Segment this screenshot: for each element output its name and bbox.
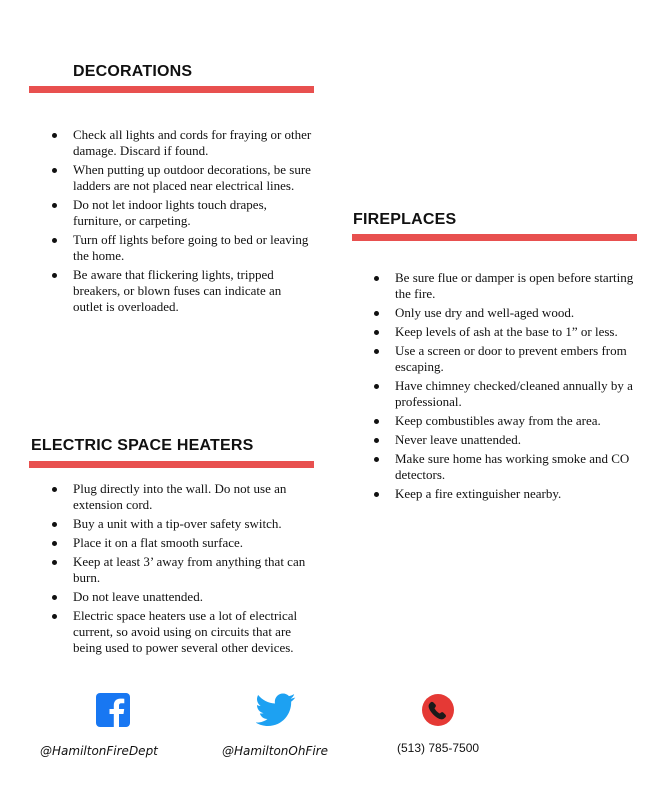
phone-number[interactable]: (513) 785-7500 [397, 741, 480, 755]
decorations-heading: DECORATIONS [73, 63, 193, 80]
list-item: Be sure flue or damper is open before starting the fire. [371, 270, 639, 302]
facebook-handle[interactable]: @HamiltonFireDept [40, 744, 158, 758]
list-item: Buy a unit with a tip-over safety switch. [49, 516, 317, 532]
list-item: Make sure home has working smoke and CO detectors. [371, 451, 639, 483]
list-item: Keep levels of ash at the base to 1” or less. [371, 324, 639, 340]
facebook-icon[interactable] [96, 693, 130, 727]
list-item: Do not leave unattended. [49, 589, 317, 605]
list-item: Never leave unattended. [371, 432, 639, 448]
list-item: Place it on a flat smooth surface. [49, 535, 317, 551]
list-item: Keep a fire extinguisher nearby. [371, 486, 639, 502]
list-item: Keep at least 3’ away from anything that can burn. [49, 554, 317, 586]
heaters-heading: ELECTRIC SPACE HEATERS [31, 437, 254, 454]
list-item: Plug directly into the wall. Do not use an extension cord. [49, 481, 317, 513]
decorations-list [49, 127, 314, 318]
phone-icon[interactable] [421, 693, 455, 727]
list-item: Use a screen or door to prevent embers from escaping. [371, 343, 639, 375]
list-item: Do not let indoor lights touch drapes, furniture, or carpeting. [49, 197, 314, 229]
decorations-divider [29, 86, 314, 93]
list-item: Be aware that flickering lights, tripped breakers, or blown fuses can indicate an outlet is overloaded. [49, 267, 314, 315]
twitter-handle[interactable]: @HamiltonOhFire [222, 744, 328, 758]
fireplaces-list [371, 270, 639, 505]
list-item: Turn off lights before going to bed or leaving the home. [49, 232, 314, 264]
list-item: Only use dry and well-aged wood. [371, 305, 639, 321]
heaters-list [49, 481, 317, 659]
list-item: Check all lights and cords for fraying or other damage. Discard if found. [49, 127, 314, 159]
list-item: Electric space heaters use a lot of electrical current, so avoid using on circuits that are being used to power several other devices. [49, 608, 317, 656]
twitter-icon[interactable] [256, 693, 296, 727]
list-item: Have chimney checked/cleaned annually by a professional. [371, 378, 639, 410]
list-item: When putting up outdoor decorations, be sure ladders are not placed near electrical lines. [49, 162, 314, 194]
heaters-divider [29, 461, 314, 468]
fireplaces-heading: FIREPLACES [353, 211, 457, 228]
fireplaces-divider [352, 234, 637, 241]
list-item: Keep combustibles away from the area. [371, 413, 639, 429]
